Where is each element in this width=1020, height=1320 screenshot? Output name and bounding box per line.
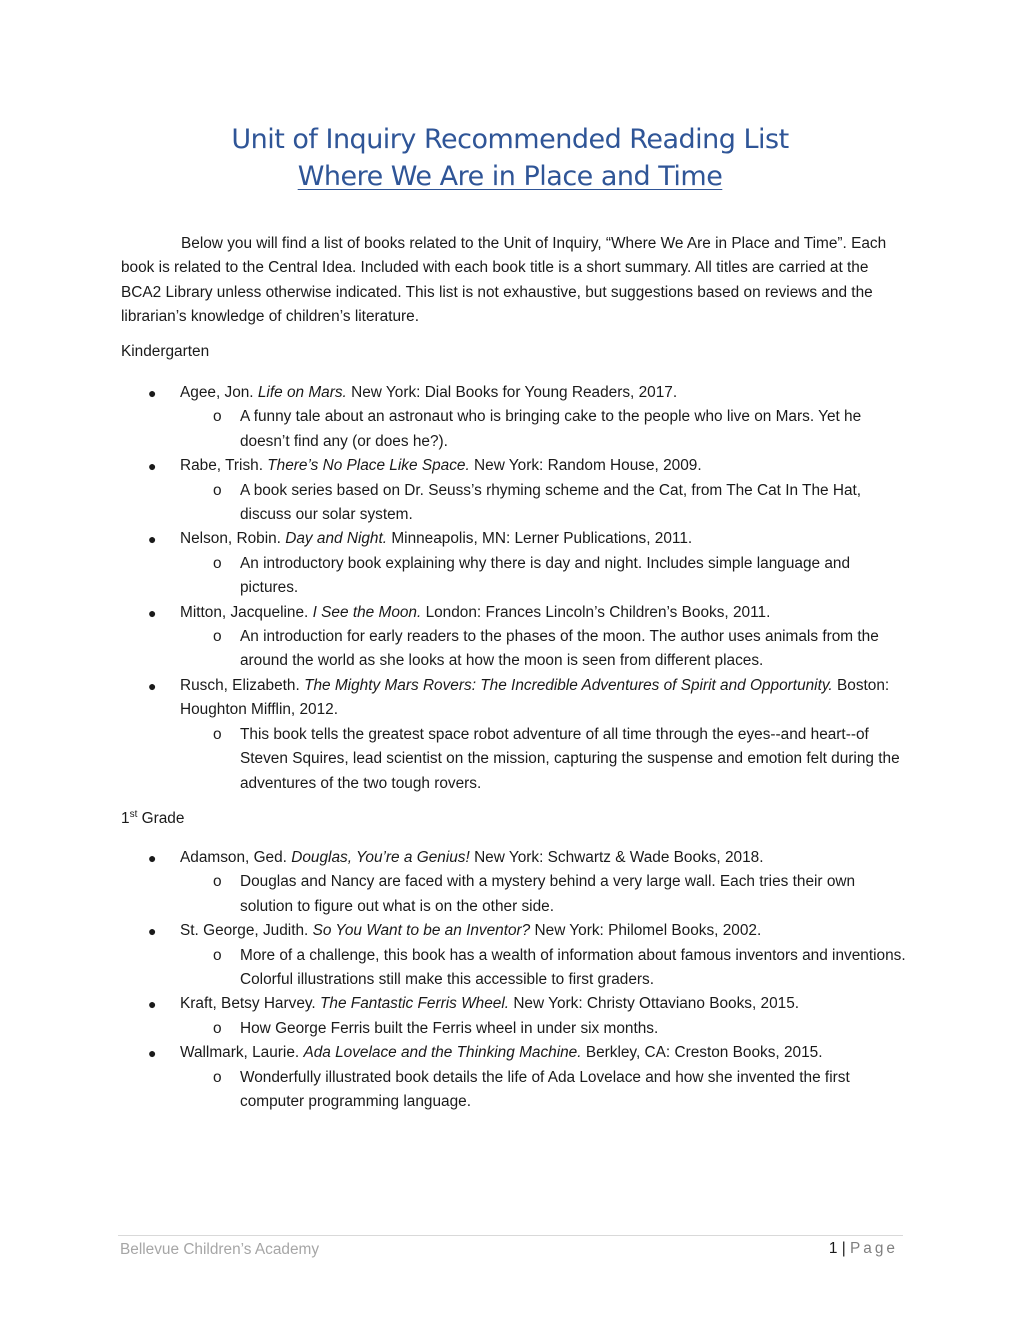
bullet-icon: ● [148, 385, 157, 401]
book-title: I See the Moon. [312, 603, 422, 621]
kindergarten-book-list [121, 381, 906, 796]
book-author: Rabe, Trish. [180, 457, 263, 475]
book-publisher: New York: Random House, 2009. [474, 457, 702, 475]
book-citation [121, 919, 906, 943]
sub-bullet-icon: o [213, 408, 222, 426]
page-label: Page [850, 1240, 898, 1257]
grade-label: Grade [137, 810, 185, 828]
book-publisher: New York: Philomel Books, 2002. [534, 922, 762, 940]
book-title: There’s No Place Like Space. [267, 457, 470, 475]
book-citation [121, 992, 906, 1016]
book-entry [121, 454, 906, 527]
grade-number: 1 [121, 810, 130, 828]
footer-page-indicator [829, 1240, 898, 1258]
page-footer [118, 1235, 903, 1266]
book-entry [121, 674, 906, 796]
bullet-icon: ● [148, 996, 157, 1013]
book-author: Wallmark, Laurie. [180, 1044, 300, 1062]
footer-school-name: Bellevue Children’s Academy [120, 1241, 320, 1258]
book-author: Kraft, Betsy Harvey. [180, 995, 316, 1013]
bullet-icon: ● [148, 458, 157, 475]
book-entry [121, 992, 906, 1041]
book-summary: An introductory book explaining why there is day and night. Includes simple language and pictures. [240, 554, 851, 597]
sub-bullet-icon: o [213, 725, 222, 743]
page-separator: | [837, 1240, 851, 1257]
first-grade-book-list [121, 846, 906, 1114]
book-author: St. George, Judith. [180, 922, 309, 940]
book-summary: More of a challenge, this book has a wealth of information about famous inventors and inventions. Colorful illustrations still make this accessible to first graders. [240, 946, 906, 989]
book-title: Ada Lovelace and the Thinking Machine. [303, 1044, 582, 1062]
book-publisher: Minneapolis, MN: Lerner Publications, 2011. [391, 530, 693, 548]
book-entry [121, 381, 906, 454]
section-heading-first-grade [121, 809, 184, 828]
book-publisher: New York: Christy Ottaviano Books, 2015. [513, 995, 800, 1013]
book-citation [121, 674, 906, 723]
book-title: The Fantastic Ferris Wheel. [320, 995, 510, 1013]
sub-bullet-icon: o [213, 628, 222, 646]
book-summary: An introduction for early readers to the phases of the moon. The author uses animals from the around the world as she looks at how the moon is seen from different places. [240, 628, 879, 670]
book-summary-item [121, 552, 906, 601]
book-citation [121, 1041, 906, 1065]
sub-bullet-icon: o [213, 1019, 222, 1037]
book-author: Nelson, Robin. [180, 530, 281, 548]
book-citation [121, 601, 906, 625]
book-summary-item [121, 1017, 906, 1041]
book-publisher: Boston: Houghton Mifflin, 2012. [180, 676, 890, 719]
document-subtitle: Where We Are in Place and Time [297, 161, 723, 192]
document-title: Unit of Inquiry Recommended Reading List [231, 124, 789, 155]
book-publisher: New York: Dial Books for Young Readers, 2017. [351, 384, 678, 401]
bullet-icon: ● [148, 531, 157, 548]
book-publisher: Berkley, CA: Creston Books, 2015. [585, 1044, 823, 1062]
sub-bullet-icon: o [213, 554, 222, 572]
book-summary-item [121, 1066, 906, 1115]
book-summary: How George Ferris built the Ferris wheel in under six months. [240, 1019, 659, 1037]
book-summary: Douglas and Nancy are faced with a mystery behind a very large wall. Each tries their own solution to figure out what is on the other side. [240, 873, 856, 915]
book-summary: Wonderfully illustrated book details the life of Ada Lovelace and how she invented the first computer programming language. [240, 1068, 850, 1111]
book-publisher: New York: Schwartz & Wade Books, 2018. [474, 849, 764, 866]
book-title: Douglas, You’re a Genius! [291, 849, 470, 866]
book-summary: A book series based on Dr. Seuss’s rhyming scheme and the Cat, from The Cat In The Hat, discuss our solar system. [240, 481, 862, 524]
book-entry [121, 601, 906, 674]
book-summary: A funny tale about an astronaut who is bringing cake to the people who live on Mars. Yet he doesn’t find any (or does he?). [240, 408, 862, 450]
book-title: So You Want to be an Inventor? [312, 922, 531, 940]
book-title: Life on Mars. [257, 384, 347, 401]
book-citation [121, 381, 906, 405]
book-title: The Mighty Mars Rovers: The Incredible Adventures of Spirit and Opportunity. [304, 676, 833, 694]
book-citation [121, 454, 906, 478]
book-entry [121, 846, 906, 919]
sub-bullet-icon: o [213, 946, 222, 964]
book-summary-item [121, 405, 906, 454]
page-number: 1 [828, 1240, 838, 1257]
bullet-icon: ● [148, 923, 157, 940]
book-publisher: London: Frances Lincoln’s Children’s Books, 2011. [425, 603, 771, 621]
sub-bullet-icon: o [213, 481, 222, 499]
section-heading-kindergarten: Kindergarten [121, 343, 210, 360]
book-entry [121, 919, 906, 992]
sub-bullet-icon: o [213, 873, 222, 891]
book-summary-item [121, 870, 906, 919]
book-summary-item [121, 944, 906, 993]
book-summary-item [121, 723, 906, 796]
book-citation [121, 527, 906, 551]
book-entry [121, 527, 906, 600]
book-entry [121, 1041, 906, 1114]
book-summary-item [121, 479, 906, 528]
book-author: Mitton, Jacqueline. [180, 603, 309, 621]
book-title: Day and Night. [285, 530, 388, 548]
bullet-icon: ● [148, 1045, 157, 1062]
bullet-icon: ● [148, 850, 157, 866]
intro-paragraph: Below you will find a list of books related to the Unit of Inquiry, “Where We Are in Place and Time”. Each book is related to the Central Idea. Included with each book title is a short summary. All titles are carried at the BCA2 Library unless otherwise indicated. This list is not exhaustive, but suggestions based on reviews and the librarian’s knowledge of children’s literature. [121, 235, 887, 326]
book-citation [121, 846, 906, 870]
book-author: Agee, Jon. [180, 384, 254, 401]
book-author: Rusch, Elizabeth. [180, 676, 300, 694]
bullet-icon: ● [148, 604, 157, 621]
book-author: Adamson, Ged. [180, 849, 287, 866]
book-summary-item [121, 625, 906, 674]
bullet-icon: ● [148, 677, 157, 694]
book-summary: This book tells the greatest space robot adventure of all time through the eyes--and heart--of Steven Squires, lead scientist on the mission, capturing the suspense and emotion felt during the adventures of the two tough rovers. [240, 725, 900, 792]
sub-bullet-icon: o [213, 1068, 222, 1086]
grade-suffix: st [129, 809, 138, 820]
